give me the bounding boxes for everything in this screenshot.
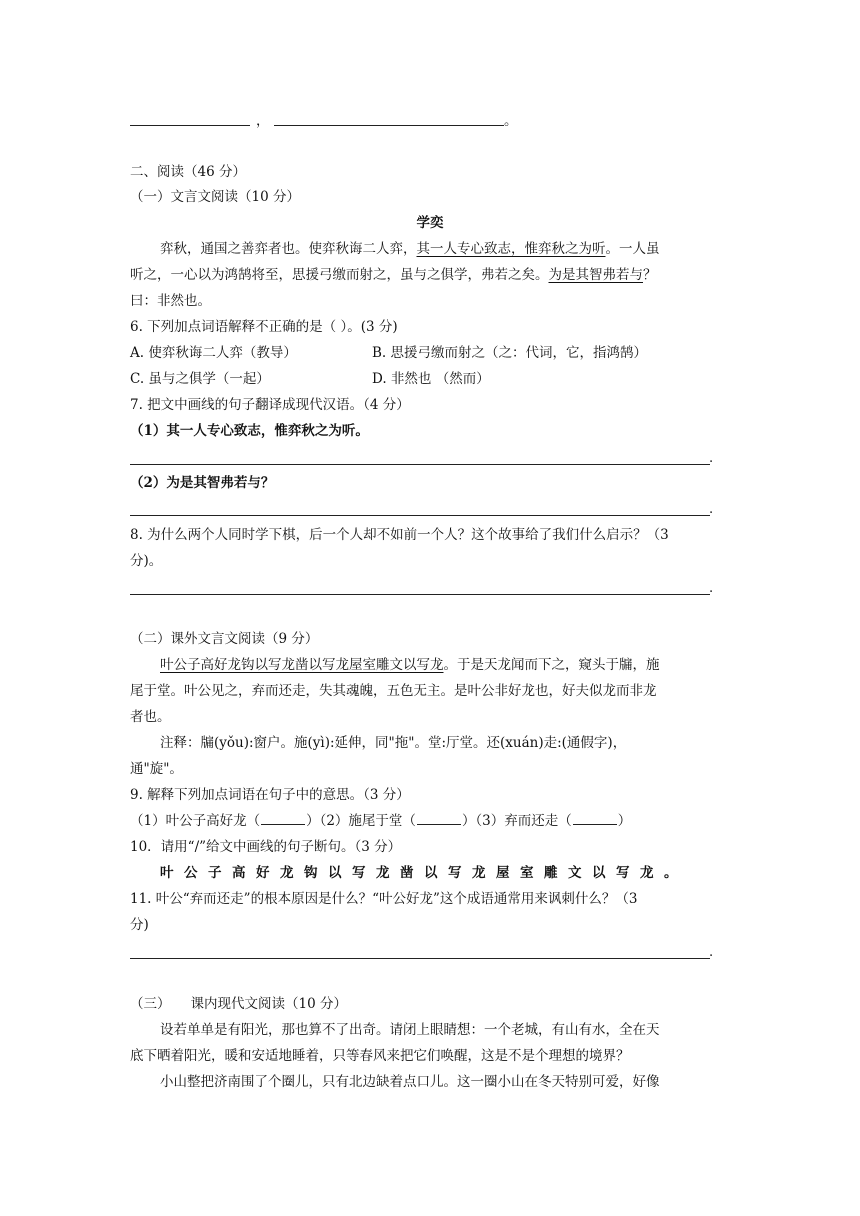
passage-line: 设若单单是有阳光，那也算不了出奇。请闭上眼睛想：一个老城，有山有水，全在天	[160, 1022, 660, 1038]
question-11: 11. 叶公“弃而还走”的根本原因是什么？“叶公好龙”这个成语通常用来讽刺什么？（3	[130, 891, 638, 907]
underlined-sentence: 其一人专心致志，惟弈秋之为听	[416, 241, 606, 257]
note-line: 注释：牖(yǒu):窗户。施(yì):延伸，同"拖"。堂:厅堂。还(xuán)走:(通假字)，	[160, 735, 627, 751]
question-10: 10．请用“/”给文中画线的句子断句。（3 分）	[130, 839, 402, 855]
passage-line	[160, 240, 660, 258]
option-c: C. 虽与之俱学（一起）	[130, 371, 270, 387]
section-heading: 二、阅读（46 分）	[130, 164, 246, 180]
text: （三）	[130, 996, 171, 1012]
option-d: D. 非然也 （然而）	[372, 371, 490, 387]
question-8-cont: 分)。	[130, 553, 163, 569]
part2-heading: （二）课外文言文阅读（9 分）	[130, 631, 319, 647]
line-end-dot: .	[709, 945, 714, 960]
text: （1）叶公子高好龙（	[130, 813, 261, 829]
text: 课内现代文阅读（10 分）	[190, 996, 347, 1012]
text: ）	[617, 813, 632, 829]
question-9-items	[130, 812, 631, 830]
line-end-dot: .	[709, 451, 714, 466]
question-7: 7. 把文中画线的句子翻译成现代汉语。（4 分）	[130, 397, 410, 413]
text: ）（2）施尾于堂（	[306, 813, 416, 829]
text: 弈秋，通国之善弈者也。使弈秋诲二人弈，	[160, 241, 417, 257]
comma: ，	[256, 113, 270, 129]
question-10-text: 叶公子高好龙钩以写龙凿以写龙屋室雕文以写龙。	[160, 865, 688, 881]
blank-1[interactable]	[261, 812, 305, 825]
question-8: 8. 为什么两个人同时学下棋，后一个人却不如前一个人？这个故事给了我们什么启示？（3	[130, 527, 669, 543]
question-7-1: （1）其一人专心致志，惟弈秋之为听。	[130, 423, 369, 439]
answer-line[interactable]	[130, 464, 710, 465]
answer-line[interactable]	[130, 594, 710, 595]
answer-line[interactable]	[130, 125, 250, 126]
answer-line[interactable]	[130, 958, 710, 959]
line-end-dot: .	[709, 502, 714, 517]
line-end-dot: .	[709, 581, 714, 596]
passage-line: 尾于堂。叶公见之，弃而还走，失其魂魄，五色无主。是叶公非好龙也，好夫似龙而非龙	[130, 683, 657, 699]
part1-heading: （一）文言文阅读（10 分）	[130, 189, 300, 205]
text: 听之，一心以为鸿鹄将至，思援弓缴而射之，虽与之俱学，弗若之矣。	[130, 267, 549, 283]
option-a: A. 使弈秋诲二人弈（教导）	[130, 345, 297, 361]
question-11-cont: 分)	[130, 917, 149, 933]
passage-line	[130, 266, 657, 284]
underlined-sentence: 为是其智弗若与	[548, 267, 643, 283]
passage-title: 学奕	[416, 215, 444, 231]
passage-line: 者也。	[130, 709, 171, 725]
text: 。于是天龙闻而下之，窥头于牖，施	[443, 657, 660, 673]
answer-line[interactable]	[274, 125, 504, 126]
text: ？	[643, 267, 657, 283]
option-b: B. 思援弓缴而射之（之：代词，它，指鸿鹄）	[372, 345, 648, 361]
passage-line: 曰：非然也。	[130, 293, 211, 309]
question-7-2: （2）为是其智弗若与？	[130, 475, 275, 491]
text: ）（3）弃而还走（	[461, 813, 572, 829]
underlined-sentence: 叶公子高好龙钩以写龙凿以写龙屋室雕文以写龙	[160, 657, 444, 673]
passage-line: 小山整把济南围了个圈儿，只有北边缺着点口儿。这一圈小山在冬天特别可爱，好像	[160, 1074, 660, 1090]
passage-line: 底下晒着阳光，暖和安适地睡着，只等春风来把它们唤醒，这是不是个理想的境界？	[130, 1048, 630, 1064]
period: 。	[504, 113, 518, 129]
answer-line[interactable]	[130, 515, 710, 516]
text: 。一人虽	[605, 241, 660, 257]
question-9: 9. 解释下列加点词语在句子中的意思。（3 分）	[130, 787, 410, 803]
blank-3[interactable]	[573, 812, 617, 825]
passage-line	[160, 656, 660, 674]
blank-2[interactable]	[417, 812, 461, 825]
question-6: 6. 下列加点词语解释不正确的是（ ）。(3 分)	[130, 319, 398, 335]
part3-heading	[130, 995, 347, 1013]
note-line: 通"旋"。	[130, 761, 183, 777]
